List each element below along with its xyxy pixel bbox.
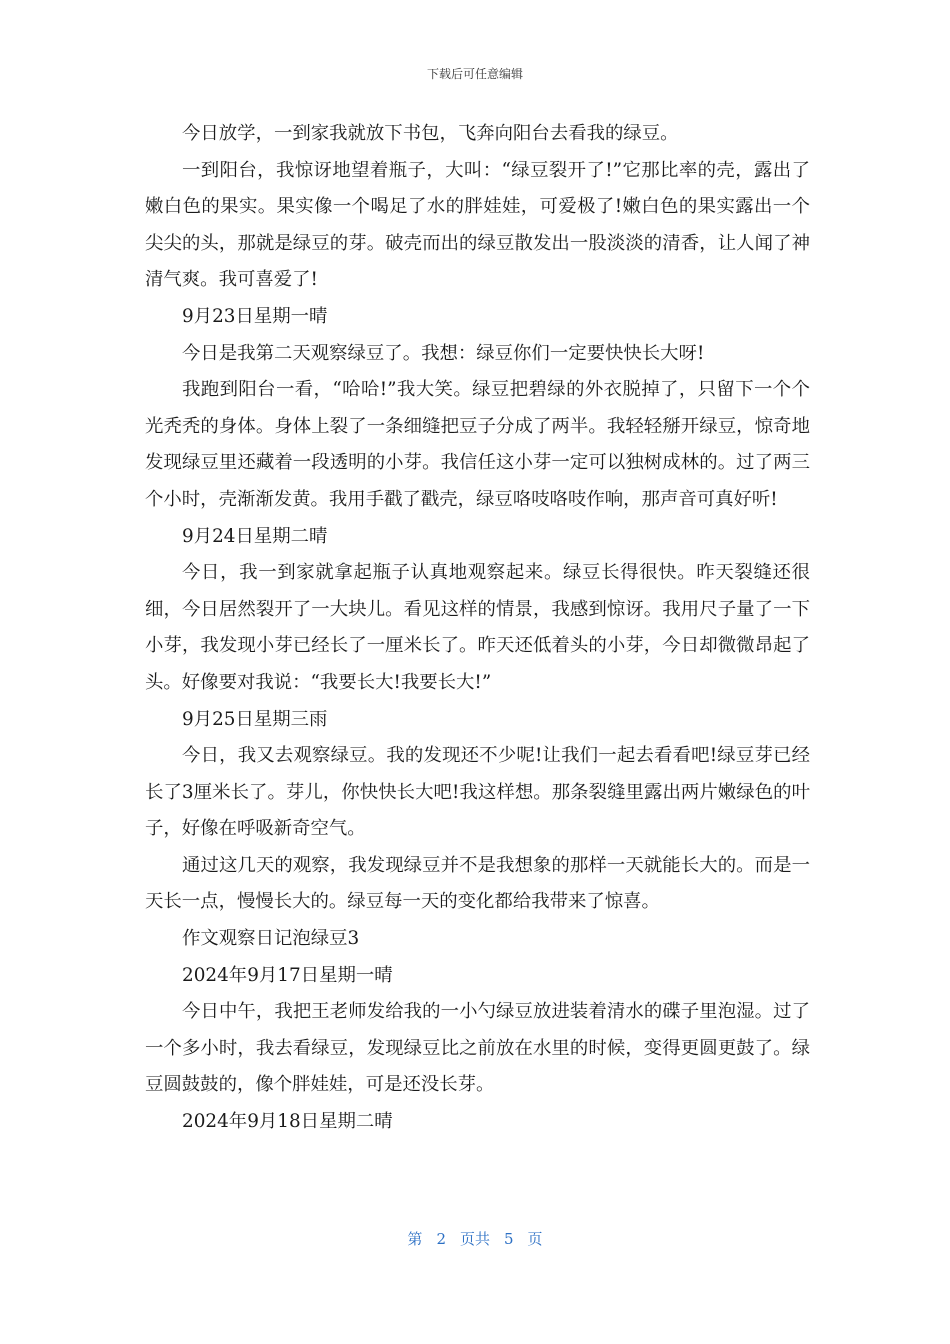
date-line: 9月25日星期三雨 [182, 708, 328, 730]
date-line: 9月24日星期二晴 [182, 525, 328, 547]
paragraph: 我跑到阳台一看，“哈哈!”我大笑。绿豆把碧绿的外衣脱掉了，只留下一个个光秃秃的身体。身体上裂了一条细缝把豆子分成了两半。我轻轻掰开绿豆，惊奇地发现绿豆里还藏着一段透明的小芽。我信任这小芽一定可以独树成林的。过了两三个小时，壳渐渐发黄。我用手戳了戳壳，绿豆咯吱咯吱作响，那声音可真好听! [145, 379, 810, 510]
footer-suffix: 页 [527, 1230, 543, 1248]
section-title: 作文观察日记泡绿豆3 [182, 928, 360, 950]
paragraph: 今日是我第二天观察绿豆了。我想：绿豆你们一定要快快长大呀! [182, 342, 705, 364]
paragraph: 今日中午，我把王老师发给我的一小勺绿豆放进装着清水的碟子里泡湿。过了一个多小时，我去看绿豆，发现绿豆比之前放在水里的时候，变得更圆更鼓了。绿豆圆鼓鼓的，像个胖娃娃，可是还没长芽。 [145, 1001, 810, 1096]
date-line: 9月23日星期一晴 [182, 305, 328, 327]
footer-prefix: 第 [407, 1230, 423, 1248]
date-line: 2024年9月18日星期二晴 [182, 1111, 393, 1133]
footer-middle: 页共 [459, 1230, 490, 1248]
footer-total-pages: 5 [504, 1230, 514, 1248]
date-line: 2024年9月17日星期一晴 [182, 964, 393, 986]
paragraph: 今日，我又去观察绿豆。我的发现还不少呢!让我们一起去看看吧!绿豆芽已经长了3厘米长了。芽儿，你快快长大吧!我这样想。那条裂缝里露出两片嫩绿色的叶子，好像在呼吸新奇空气。 [145, 745, 810, 840]
page-footer [0, 1229, 950, 1249]
page-header: 下载后可任意编辑 [426, 67, 523, 81]
paragraph: 通过这几天的观察，我发现绿豆并不是我想象的那样一天就能长大的。而是一天长一点，慢慢长大的。绿豆每一天的变化都给我带来了惊喜。 [145, 854, 810, 913]
paragraph: 今日，我一到家就拿起瓶子认真地观察起来。绿豆长得很快。昨天裂缝还很细，今日居然裂开了一大块儿。看见这样的情景，我感到惊讶。我用尺子量了一下小芽，我发现小芽已经长了一厘米长了。昨天还低着头的小芽，今日却微微昂起了头。好像要对我说：“我要长大!我要长大!” [145, 562, 810, 693]
paragraph: 一到阳台，我惊讶地望着瓶子，大叫：“绿豆裂开了!”它那比率的壳，露出了嫩白色的果实。果实像一个喝足了水的胖娃娃，可爱极了!嫩白色的果实露出一个尖尖的头，那就是绿豆的芽。破壳而出的绿豆散发出一股淡淡的清香，让人闻了神清气爽。我可喜爱了! [145, 159, 810, 291]
document-body [145, 116, 810, 1141]
paragraph: 今日放学，一到家我就放下书包，飞奔向阳台去看我的绿豆。 [182, 123, 679, 144]
footer-current-page: 2 [436, 1230, 446, 1248]
